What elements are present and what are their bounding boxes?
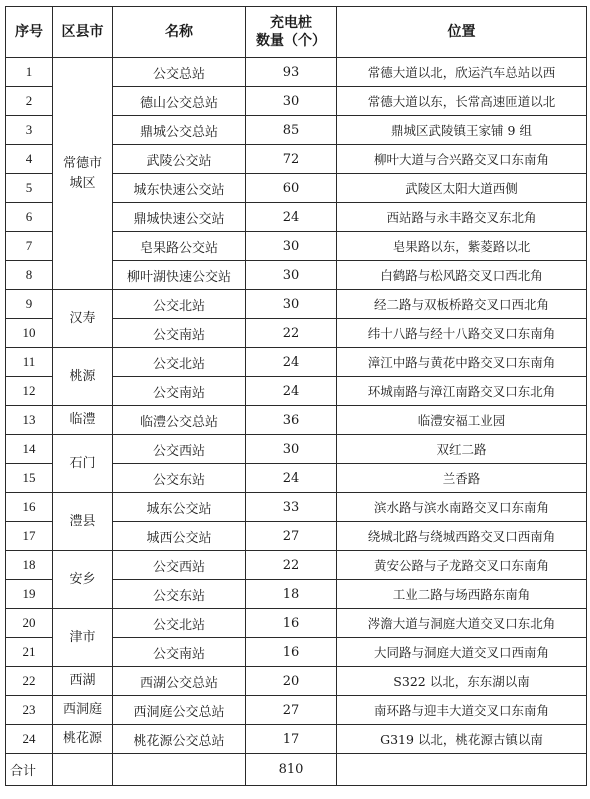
row-no: 2	[6, 87, 53, 116]
header-count-line1: 充电桩	[270, 15, 312, 31]
total-empty-cell	[53, 754, 113, 786]
station-name: 武陵公交站	[113, 145, 246, 174]
header-count-line2: 数量（个）	[256, 33, 326, 49]
county-cell: 临澧	[53, 406, 113, 435]
station-name: 鼎城公交总站	[113, 116, 246, 145]
station-location: 滨水路与滨水南路交叉口东南角	[337, 493, 587, 522]
county-cell: 西洞庭	[53, 696, 113, 725]
row-no: 23	[6, 696, 53, 725]
table-row	[6, 290, 587, 319]
row-no: 15	[6, 464, 53, 493]
row-no: 5	[6, 174, 53, 203]
station-location: 常德大道以北，欣运汽车总站以西	[337, 58, 587, 87]
pile-count: 60	[246, 174, 337, 203]
station-location: 白鹤路与松风路交叉口西北角	[337, 261, 587, 290]
pile-count: 85	[246, 116, 337, 145]
county-cell: 安乡	[53, 551, 113, 609]
table-row	[6, 435, 587, 464]
table-row	[6, 725, 587, 754]
pile-count: 16	[246, 609, 337, 638]
pile-count: 16	[246, 638, 337, 667]
row-no: 9	[6, 290, 53, 319]
total-empty-cell	[337, 754, 587, 786]
station-location: 涔澹大道与洞庭大道交叉口东北角	[337, 609, 587, 638]
station-name: 公交南站	[113, 377, 246, 406]
station-location: 绕城北路与绕城西路交叉口西南角	[337, 522, 587, 551]
county-label-line2: 城区	[69, 175, 96, 191]
pile-count: 33	[246, 493, 337, 522]
pile-count: 30	[246, 261, 337, 290]
station-name: 城西公交站	[113, 522, 246, 551]
pile-count: 24	[246, 203, 337, 232]
county-cell: 桃源	[53, 348, 113, 406]
station-name: 城东快速公交站	[113, 174, 246, 203]
station-location: 工业二路与场西路东南角	[337, 580, 587, 609]
station-location: 双红二路	[337, 435, 587, 464]
station-location: 黄安公路与子龙路交叉口东南角	[337, 551, 587, 580]
row-no: 1	[6, 58, 53, 87]
station-name: 公交总站	[113, 58, 246, 87]
station-location: 经二路与双板桥路交叉口西北角	[337, 290, 587, 319]
pile-count: 24	[246, 377, 337, 406]
total-row	[6, 754, 587, 786]
county-cell	[53, 58, 113, 290]
station-location: 西站路与永丰路交叉东北角	[337, 203, 587, 232]
row-no: 12	[6, 377, 53, 406]
station-name: 柳叶湖快速公交站	[113, 261, 246, 290]
pile-count: 93	[246, 58, 337, 87]
station-name: 公交南站	[113, 319, 246, 348]
table-header-row	[6, 7, 587, 58]
station-location: 大同路与洞庭大道交叉口西南角	[337, 638, 587, 667]
row-no: 24	[6, 725, 53, 754]
header-county: 区县市	[53, 7, 113, 58]
station-name: 德山公交总站	[113, 87, 246, 116]
station-name: 公交西站	[113, 435, 246, 464]
header-location: 位置	[337, 7, 587, 58]
pile-count: 30	[246, 435, 337, 464]
pile-count: 17	[246, 725, 337, 754]
station-location: 南环路与迎丰大道交叉口东南角	[337, 696, 587, 725]
station-name: 公交东站	[113, 464, 246, 493]
header-count	[246, 7, 337, 58]
row-no: 17	[6, 522, 53, 551]
station-location: 兰香路	[337, 464, 587, 493]
station-name: 鼎城快速公交站	[113, 203, 246, 232]
pile-count: 27	[246, 522, 337, 551]
row-no: 6	[6, 203, 53, 232]
header-no: 序号	[6, 7, 53, 58]
station-location: 武陵区太阳大道西侧	[337, 174, 587, 203]
station-location: 环城南路与漳江南路交叉口东北角	[337, 377, 587, 406]
station-name: 公交北站	[113, 609, 246, 638]
county-cell: 汉寿	[53, 290, 113, 348]
row-no: 10	[6, 319, 53, 348]
pile-count: 30	[246, 290, 337, 319]
table-row	[6, 58, 587, 87]
pile-count: 24	[246, 348, 337, 377]
charging-pile-table	[5, 6, 587, 786]
station-location: 纬十八路与经十八路交叉口东南角	[337, 319, 587, 348]
header-name: 名称	[113, 7, 246, 58]
station-name: 公交西站	[113, 551, 246, 580]
row-no: 4	[6, 145, 53, 174]
pile-count: 30	[246, 232, 337, 261]
station-name: 皂果路公交站	[113, 232, 246, 261]
pile-count: 22	[246, 551, 337, 580]
station-location: 皂果路以东，紫菱路以北	[337, 232, 587, 261]
station-name: 临澧公交总站	[113, 406, 246, 435]
station-name: 公交南站	[113, 638, 246, 667]
station-location: S322 以北，东东湖以南	[337, 667, 587, 696]
table-row	[6, 406, 587, 435]
station-location: 鼎城区武陵镇王家铺 9 组	[337, 116, 587, 145]
table-row	[6, 696, 587, 725]
row-no: 7	[6, 232, 53, 261]
pile-count: 27	[246, 696, 337, 725]
row-no: 8	[6, 261, 53, 290]
county-cell: 石门	[53, 435, 113, 493]
county-cell: 桃花源	[53, 725, 113, 754]
county-cell: 西湖	[53, 667, 113, 696]
row-no: 13	[6, 406, 53, 435]
station-name: 桃花源公交总站	[113, 725, 246, 754]
station-name: 公交北站	[113, 348, 246, 377]
pile-count: 22	[246, 319, 337, 348]
table-row	[6, 493, 587, 522]
county-cell: 津市	[53, 609, 113, 667]
station-name: 西洞庭公交总站	[113, 696, 246, 725]
table-row	[6, 551, 587, 580]
station-location: 临澧安福工业园	[337, 406, 587, 435]
station-location: 漳江中路与黄花中路交叉口东南角	[337, 348, 587, 377]
table-row	[6, 609, 587, 638]
station-name: 公交北站	[113, 290, 246, 319]
pile-count: 36	[246, 406, 337, 435]
row-no: 22	[6, 667, 53, 696]
pile-count: 24	[246, 464, 337, 493]
row-no: 14	[6, 435, 53, 464]
total-empty-cell	[113, 754, 246, 786]
county-cell: 澧县	[53, 493, 113, 551]
pile-count: 20	[246, 667, 337, 696]
station-name: 西湖公交总站	[113, 667, 246, 696]
county-label-line1: 常德市	[62, 155, 102, 171]
total-count: 810	[246, 754, 337, 786]
station-name: 城东公交站	[113, 493, 246, 522]
row-no: 19	[6, 580, 53, 609]
row-no: 3	[6, 116, 53, 145]
pile-count: 72	[246, 145, 337, 174]
table-row	[6, 348, 587, 377]
row-no: 18	[6, 551, 53, 580]
pile-count: 30	[246, 87, 337, 116]
row-no: 20	[6, 609, 53, 638]
total-label: 合计	[6, 754, 53, 786]
station-location: 柳叶大道与合兴路交叉口东南角	[337, 145, 587, 174]
pile-count: 18	[246, 580, 337, 609]
row-no: 21	[6, 638, 53, 667]
row-no: 16	[6, 493, 53, 522]
table-row	[6, 667, 587, 696]
station-location: 常德大道以东，长常高速匝道以北	[337, 87, 587, 116]
row-no: 11	[6, 348, 53, 377]
station-name: 公交东站	[113, 580, 246, 609]
station-location: G319 以北，桃花源古镇以南	[337, 725, 587, 754]
